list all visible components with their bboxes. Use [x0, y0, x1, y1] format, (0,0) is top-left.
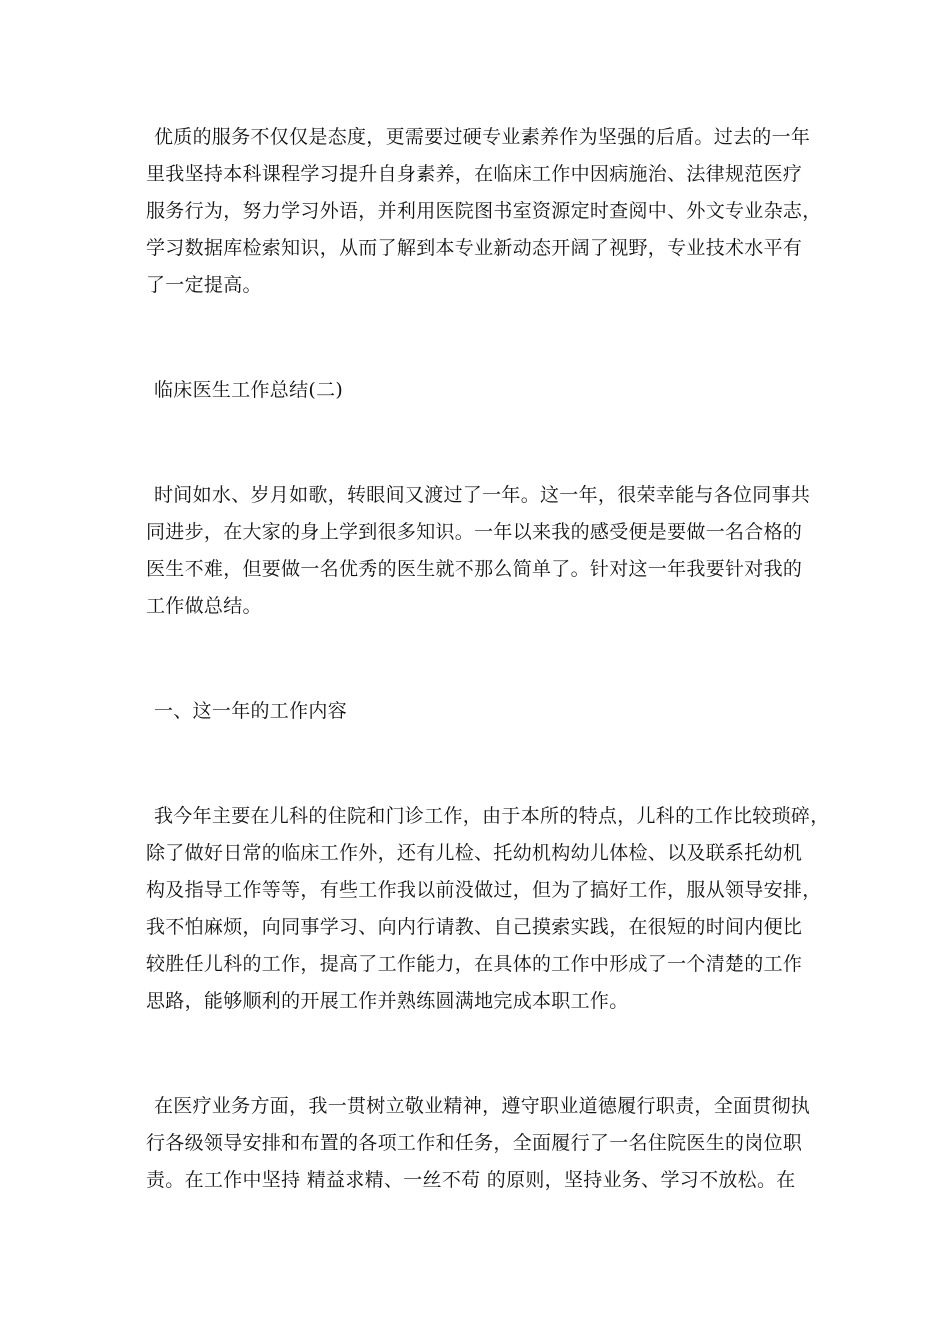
paragraph-2-line-1: 时间如水、岁月如歌，转眼间又渡过了一年。这一年，很荣幸能与各位同事共 [154, 484, 811, 506]
paragraph-2-line-3: 医生不难，但要做一名优秀的医生就不那么简单了。针对这一年我要针对我的 [146, 558, 803, 580]
paragraph-3-line-2: 除了做好日常的临床工作外，还有儿检、托幼机构幼儿体检、以及联系托幼机 [146, 842, 803, 864]
paragraph-2-line-2: 同进步，在大家的身上学到很多知识。一年以来我的感受便是要做一名合格的 [146, 521, 803, 543]
paragraph-3-line-5: 较胜任儿科的工作，提高了工作能力，在具体的工作中形成了一个清楚的工作 [146, 953, 803, 975]
paragraph-2-line-4: 工作做总结。 [146, 595, 262, 617]
paragraph-4-line-1: 在医疗业务方面，我一贯树立敬业精神，遵守职业道德履行职责，全面贯彻执 [154, 1095, 811, 1117]
paragraph-3-line-3: 构及指导工作等等，有些工作我以前没做过，但为了搞好工作，服从领导安排， [146, 879, 822, 901]
paragraph-1-line-1: 优质的服务不仅仅是态度，更需要过硬专业素养作为坚强的后盾。过去的一年 [154, 126, 811, 148]
paragraph-1-line-5: 了一定提高。 [146, 274, 262, 296]
paragraph-1-line-3: 服务行为，努力学习外语，并利用医院图书室资源定时查阅中、外文专业杂志， [146, 200, 822, 222]
paragraph-3-line-4: 我不怕麻烦，向同事学习、向内行请教、自己摸索实践，在很短的时间内便比 [146, 916, 803, 938]
paragraph-3-line-6: 思路，能够顺利的开展工作并熟练圆满地完成本职工作。 [146, 990, 629, 1012]
section-1-heading: 一、这一年的工作内容 [154, 700, 348, 722]
paragraph-1-line-2: 里我坚持本科课程学习提升自身素养，在临床工作中因病施治、法律规范医疗 [146, 163, 803, 185]
paragraph-4-line-3: 责。在工作中坚持 精益求精、一丝不苟 的原则，坚持业务、学习不放松。在 [146, 1169, 796, 1191]
paragraph-4-line-2: 行各级领导安排和布置的各项工作和任务，全面履行了一名住院医生的岗位职 [146, 1132, 803, 1154]
section-heading-2: 临床医生工作总结(二) [154, 379, 344, 401]
paragraph-3-line-1: 我今年主要在儿科的住院和门诊工作，由于本所的特点，儿科的工作比较琐碎， [154, 805, 830, 827]
paragraph-1-line-4: 学习数据库检索知识，从而了解到本专业新动态开阔了视野，专业技术水平有 [146, 237, 803, 259]
